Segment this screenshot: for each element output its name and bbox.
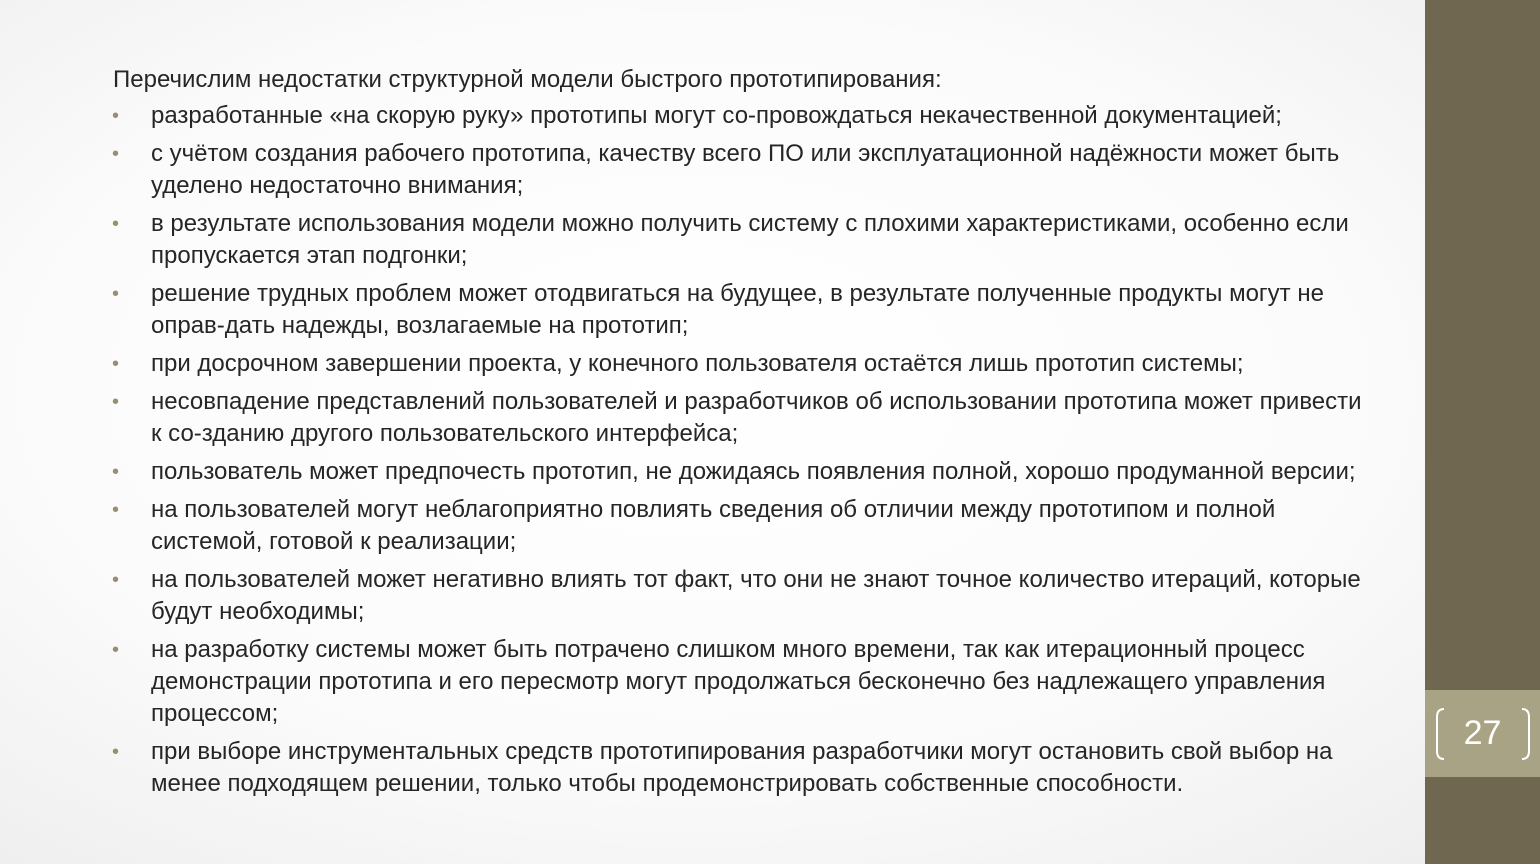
bullet-item [113, 208, 1363, 272]
bullet-text: с учётом создания рабочего прототипа, качеству всего ПО или эксплуатационной надёжности может быть уделено недостаточно внимания; [151, 140, 1340, 199]
bullet-text: в результате использования модели можно получить систему с плохими характеристиками, особенно если пропускается этап подгонки; [151, 210, 1349, 269]
bullet-item [113, 100, 1363, 132]
bullet-item [113, 634, 1363, 730]
bullet-marker: • [112, 741, 120, 763]
bullet-marker: • [112, 353, 120, 375]
bullet-marker: • [112, 283, 120, 305]
bullet-item [113, 456, 1363, 488]
bullet-marker: • [112, 213, 120, 235]
bullet-marker: • [112, 639, 120, 661]
bullet-text: решение трудных проблем может отодвигаться на будущее, в результате полученные продукты могут не оправ-дать надежды, возлагаемые на прототип; [151, 280, 1324, 339]
slide-content [113, 64, 1363, 806]
page-number: 27 [1463, 714, 1502, 752]
bullet-item [113, 736, 1363, 800]
bullet-text: на пользователей может негативно влиять тот факт, что они не знают точное количество итераций, которые будут необходимы; [151, 566, 1361, 625]
bullet-text: разработанные «на скорую руку» прототипы могут со-провождаться некачественной документацией; [151, 102, 1282, 129]
bullet-marker: • [112, 105, 120, 127]
bullet-marker: • [112, 143, 120, 165]
page-number-badge [1425, 690, 1540, 777]
slide-intro: Перечислим недостатки структурной модели быстрого прототипирования: [113, 66, 942, 93]
bullet-text: пользователь может предпочесть прототип, не дожидаясь появления полной, хорошо продуманной версии; [151, 458, 1356, 485]
bullet-item [113, 386, 1363, 450]
bullet-marker: • [112, 461, 120, 483]
bullet-item [113, 348, 1363, 380]
bullet-text: на пользователей могут неблагоприятно повлиять сведения об отличии между прототипом и полной системой, готовой к реализации; [151, 496, 1276, 555]
bullet-text: на разработку системы может быть потрачено слишком много времени, так как итерационный процесс демонстрации прототипа и его пересмотр могут продолжаться бесконечно без надлежащего управления процессом; [151, 636, 1326, 727]
bullet-text: несовпадение представлений пользователей и разработчиков об использовании прототипа может привести к со-зданию другого пользовательского интерфейса; [151, 388, 1362, 447]
bullet-list [113, 100, 1363, 800]
bullet-marker: • [112, 499, 120, 521]
bullet-text: при досрочном завершении проекта, у конечного пользователя остаётся лишь прототип системы; [151, 350, 1244, 377]
bullet-item [113, 494, 1363, 558]
bullet-item [113, 138, 1363, 202]
bullet-marker: • [112, 569, 120, 591]
bullet-item [113, 564, 1363, 628]
bullet-marker: • [112, 391, 120, 413]
bullet-text: при выборе инструментальных средств прототипирования разработчики могут остановить свой выбор на менее подходящем решении, только чтобы продемонстрировать собственные способности. [151, 738, 1333, 797]
bullet-item [113, 278, 1363, 342]
